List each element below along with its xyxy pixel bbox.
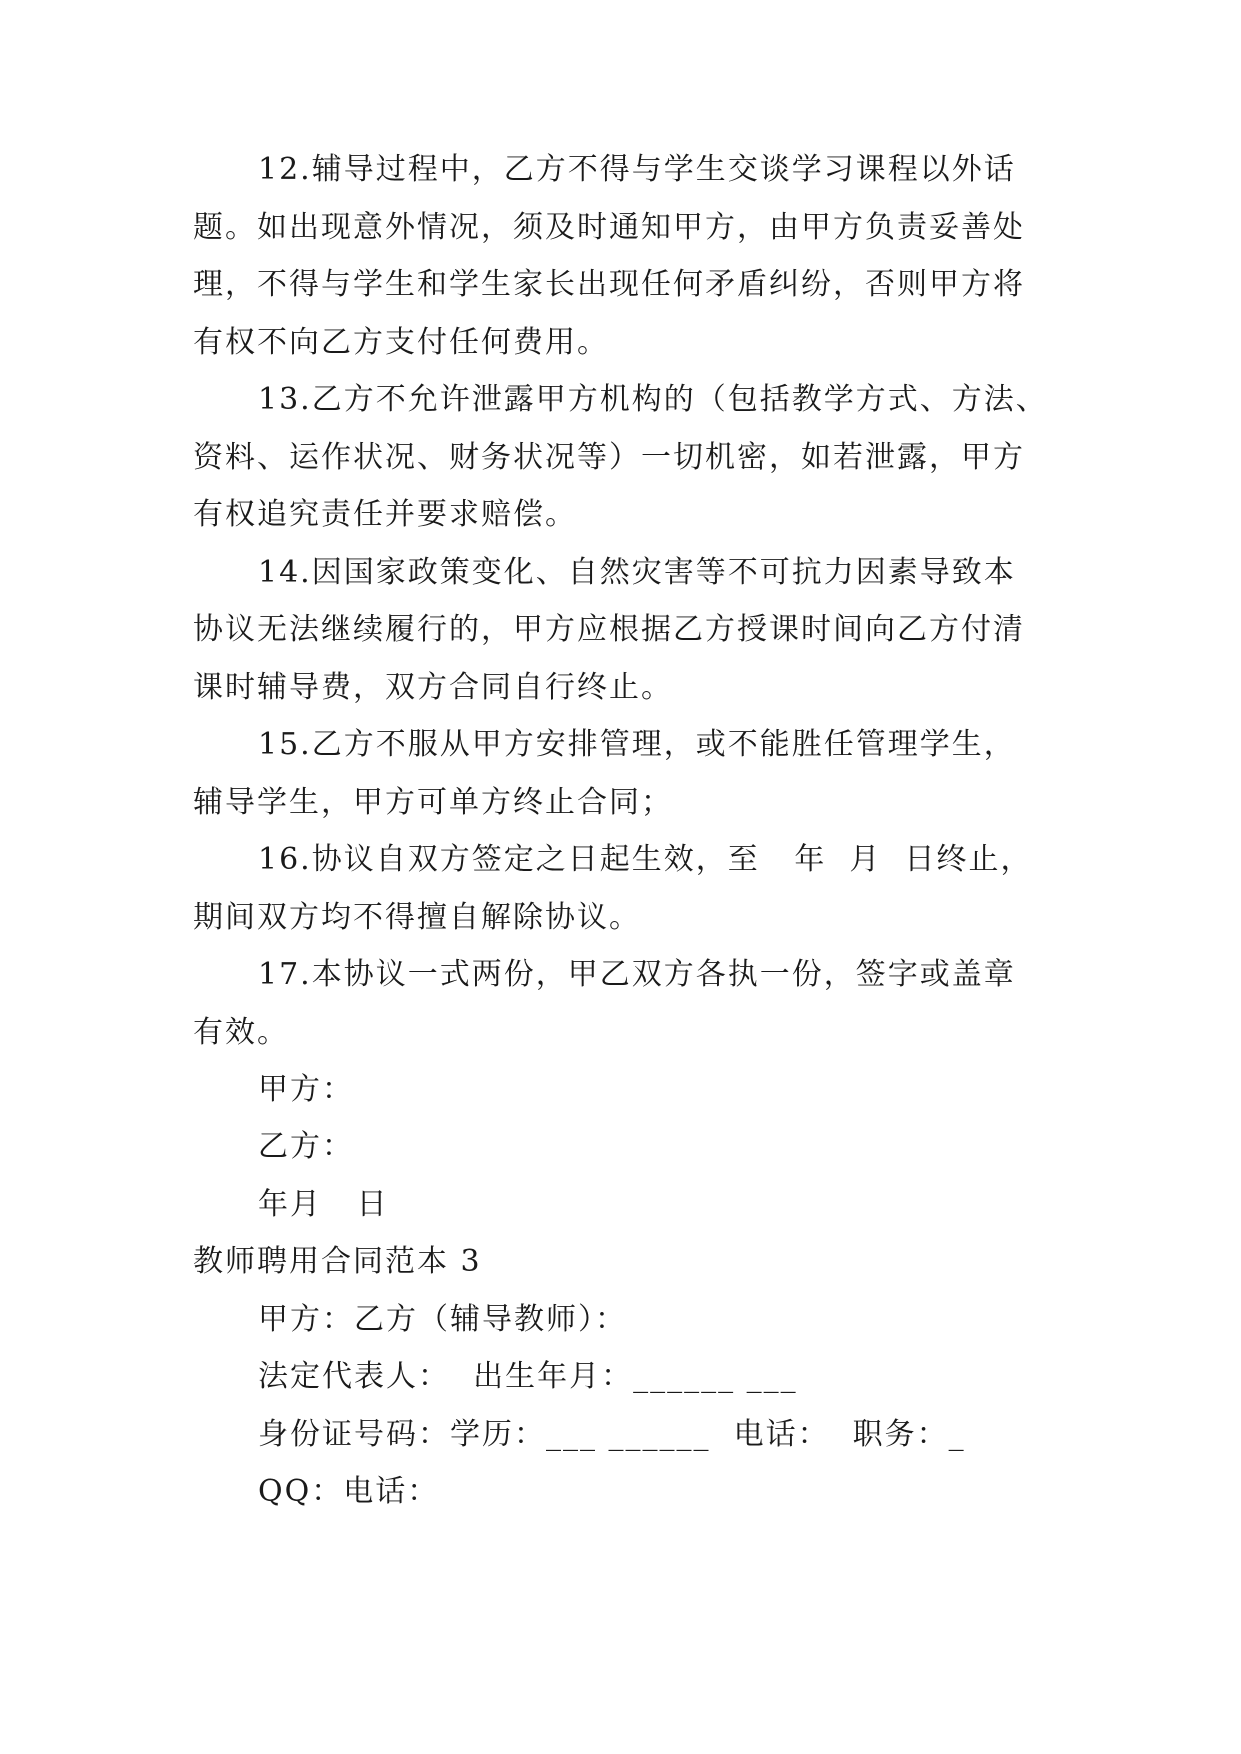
date-line: 年月 日 [258, 1187, 389, 1222]
qq-phone-line: QQ：电话： [258, 1474, 440, 1509]
clause-12-line-1: 12.辅导过程中，乙方不得与学生交谈学习课程以外话 [258, 152, 1016, 187]
clause-12-line-4: 有权不向乙方支付任何费用。 [193, 325, 609, 360]
clause-15-line-1: 15.乙方不服从甲方安排管理，或不能胜任管理学生， [258, 727, 1016, 762]
clause-17-line-1: 17.本协议一式两份，甲乙双方各执一份，签字或盖章 [258, 957, 1016, 992]
party-b-signature: 乙方： [258, 1129, 354, 1164]
legal-representative-line: 法定代表人： 出生年月：______ ___ [258, 1359, 798, 1394]
parties-line: 甲方：乙方（辅导教师）： [258, 1302, 627, 1337]
clause-14-line-3: 课时辅导费，双方合同自行终止。 [193, 670, 673, 705]
clause-14-line-2: 协议无法继续履行的，甲方应根据乙方授课时间向乙方付清 [193, 612, 1025, 647]
clause-12-line-2: 题。如出现意外情况，须及时通知甲方，由甲方负责妥善处 [193, 210, 1025, 245]
clause-16-line-1: 16.协议自双方签定之日起生效，至 年 月 日终止， [258, 842, 1033, 877]
clause-15-line-2: 辅导学生，甲方可单方终止合同； [193, 785, 673, 820]
clause-14-line-1: 14.因国家政策变化、自然灾害等不可抗力因素导致本 [258, 555, 1016, 590]
party-a-signature: 甲方： [258, 1072, 354, 1107]
clause-12-line-3: 理，不得与学生和学生家长出现任何矛盾纠纷，否则甲方将 [193, 267, 1025, 302]
clause-13-line-3: 有权追究责任并要求赔偿。 [193, 497, 577, 532]
id-number-line: 身份证号码：学历：___ ______ 电话： 职务：_ [258, 1417, 966, 1452]
clause-13-line-1: 13.乙方不允许泄露甲方机构的（包括教学方式、方法、 [258, 382, 1048, 417]
clause-16-line-2: 期间双方均不得擅自解除协议。 [193, 900, 641, 935]
clause-17-line-2: 有效。 [193, 1015, 289, 1050]
section-heading: 教师聘用合同范本 3 [193, 1244, 482, 1279]
clause-13-line-2: 资料、运作状况、财务状况等）一切机密，如若泄露，甲方 [193, 440, 1025, 475]
